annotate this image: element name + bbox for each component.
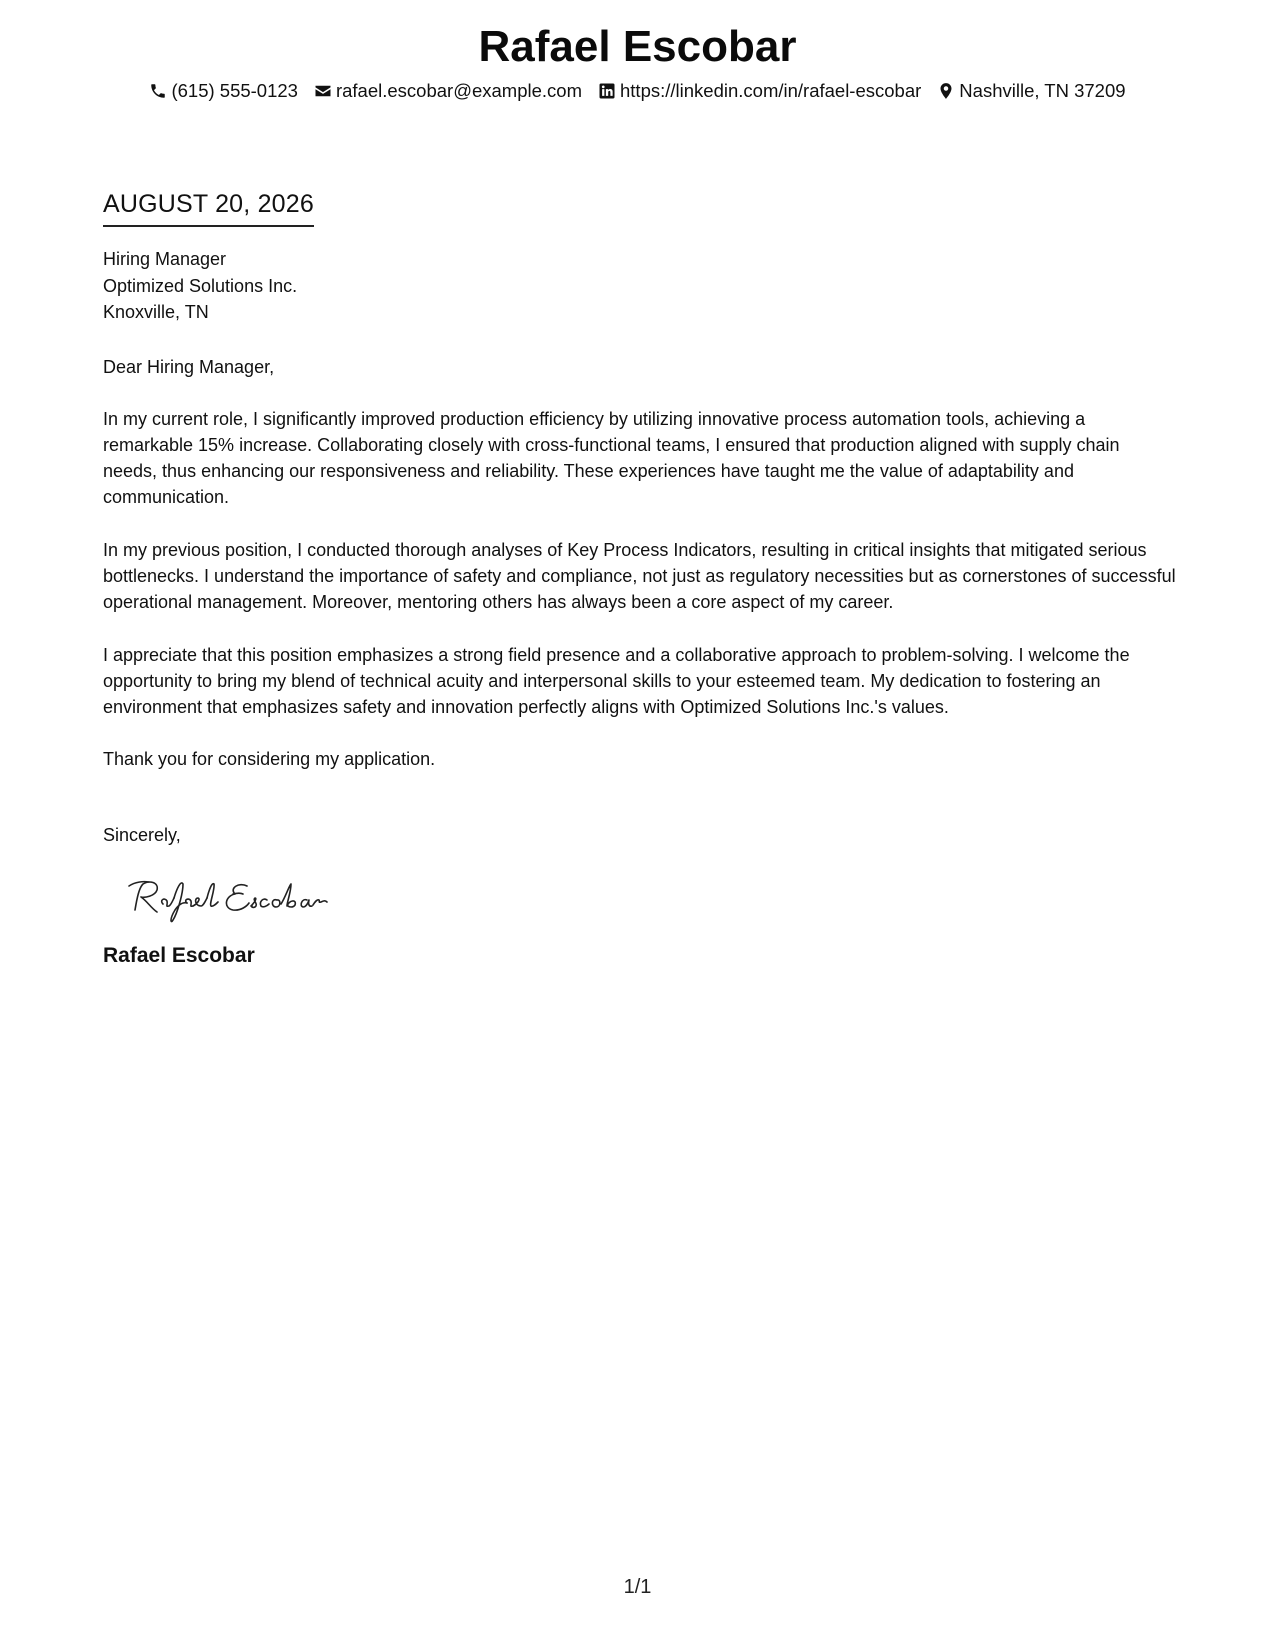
recipient-title: Hiring Manager — [103, 249, 227, 269]
linkedin-link[interactable]: https://linkedin.com/in/rafael-escobar — [620, 80, 922, 101]
signoff: Sincerely, — [103, 825, 181, 846]
signature-graphic — [121, 870, 361, 930]
phone-icon — [149, 82, 167, 100]
signer-name: Rafael Escobar — [103, 944, 255, 968]
closing-line: Thank you for considering my application. — [103, 749, 436, 770]
contact-phone — [149, 80, 298, 102]
phone-text[interactable]: (615) 555-0123 — [171, 80, 298, 101]
handwritten-signature — [121, 870, 361, 930]
recipient-company: Optimized Solutions Inc. — [103, 275, 298, 296]
map-pin-icon — [937, 82, 955, 100]
body-paragraph: In my previous position, I conducted thorough analyses of Key Process Indicators, resulting in critical insights that mitigated serious bottlenecks. I understand the importance of safety and compliance, not just as regulatory necessities but as cornerstones of successful operational management. Moreover, mentoring others has always been a core aspect of my career. — [103, 539, 1176, 613]
letter-date: AUGUST 20, 2026 — [103, 190, 314, 227]
page-indicator: 1/1 — [623, 1576, 652, 1598]
contact-location — [937, 80, 1125, 102]
salutation: Dear Hiring Manager, — [103, 356, 275, 377]
location-text: Nashville, TN 37209 — [959, 80, 1126, 101]
contact-info-row — [0, 80, 1275, 102]
contact-linkedin — [598, 80, 921, 102]
linkedin-icon — [598, 82, 616, 100]
email-link[interactable]: rafael.escobar@example.com — [335, 80, 582, 101]
recipient-block — [103, 246, 1178, 326]
letter-body — [103, 190, 1178, 968]
contact-email — [314, 80, 582, 102]
envelope-icon — [314, 82, 332, 100]
body-paragraph: In my current role, I significantly improved production efficiency by utilizing innovative process automation tools, achieving a remarkable 15% increase. Collaborating closely with cross-functional teams, I ensured that production aligned with supply chain needs, thus enhancing our responsiveness and reliability. These experiences have taught me the value of adaptability and communication. — [103, 408, 1120, 508]
recipient-location: Knoxville, TN — [103, 302, 209, 322]
body-paragraph: I appreciate that this position emphasizes a strong field presence and a collaborative approach to problem-solving. I welcome the opportunity to bring my blend of technical acuity and interpersonal skills to your esteemed team. My dedication to fostering an environment that emphasizes safety and innovation perfectly aligns with Optimized Solutions Inc.'s values. — [103, 644, 1130, 718]
applicant-name-heading: Rafael Escobar — [478, 22, 797, 71]
